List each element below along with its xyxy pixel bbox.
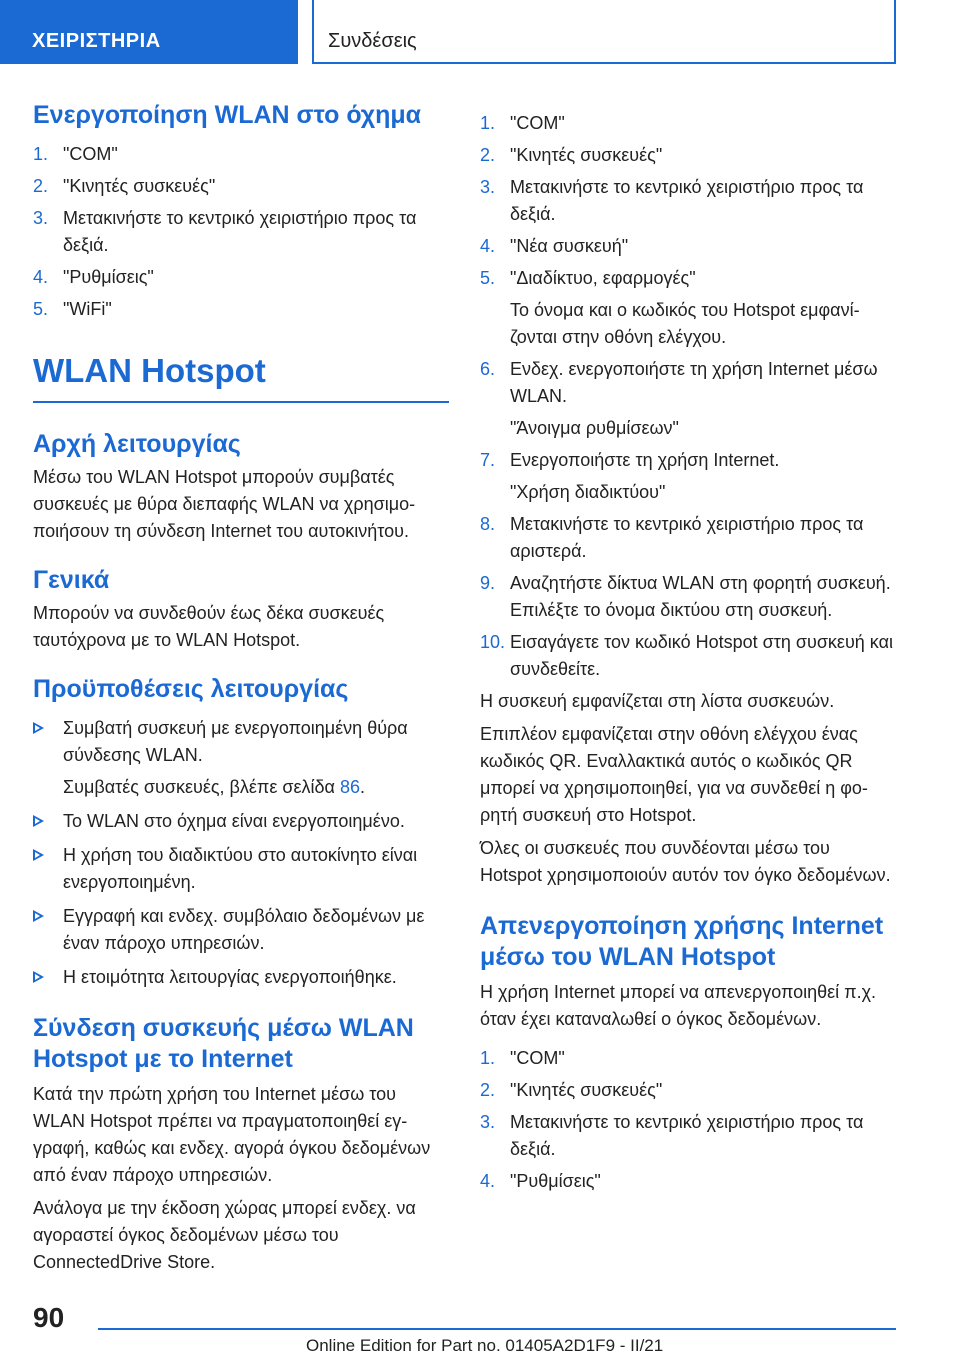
prerequisites-list [33,715,449,991]
step-number: 4. [33,267,49,287]
step-number: 3. [33,208,49,228]
chapter-tab [0,0,298,64]
step-text: Μετακινήστε το κεντρικό χειριστήριο προς τα δεξιά. [510,177,864,224]
principle-text: Μέσω του WLAN Hotspot μπορούν συμβατές συσκευές με θύρα διεπαφής WLAN να χρησιμοποιήσουν τη σύνδεση Internet του αυτοκινήτου. [33,467,416,541]
step-note: "Χρήση διαδικτύου" [510,482,666,502]
step-number: 3. [480,177,496,197]
step-item [33,264,449,291]
step-text: "Ρυθμίσεις" [510,1171,601,1191]
step-number: 10. [480,632,506,652]
step-number: 1. [480,1048,496,1068]
step-text: "Διαδίκτυο, εφαρμογές" [510,268,696,288]
step-item [480,1077,896,1104]
step-number: 5. [33,299,49,319]
connect-paragraph-1: Κατά την πρώτη χρήση του Internet μέσω του WLAN Hotspot πρέπει να πραγματοποιηθεί εγγραφή, καθώς και ενδεχ. αγορά όγκου δεδομένων από έναν πάροχο υπηρεσιών. [33,1084,431,1185]
prerequisites-heading: Προϋποθέσεις λειτουργίας [33,675,349,703]
step-text: "Ρυθμίσεις" [63,267,154,287]
section-divider [33,401,449,403]
step-text: "COM" [510,1048,565,1068]
deactivate-text: Η χρήση Internet μπορεί να απενεργοποιηθεί π.χ. όταν έχει καταναλωθεί ο όγκος δεδομένων. [480,982,877,1029]
prerequisite-text: Εγγραφή και ενδεχ. συμβόλαιο δεδομένων με έναν πάροχο υπηρεσιών. [63,906,425,953]
step-number: 4. [480,1171,496,1191]
activate-wlan-heading: Ενεργοποίηση WLAN στο όχημα [33,101,422,129]
step-text: Ενεργοποιήστε τη χρήση Internet. [510,450,780,470]
step-item [480,447,896,506]
step-text: "COM" [510,113,565,133]
step-note: "Άνοιγμα ρυθμίσεων" [510,418,679,438]
section-title: Συνδέσεις [328,30,417,52]
step-item [33,173,449,200]
connect-paragraph-2: Ανάλογα με την έκδοση χώρας μπορεί ενδεχ. να αγοραστεί όγκος δεδομένων μέσω του ConnectedDrive Store. [33,1198,416,1272]
prerequisite-text: Η ετοιμότητα λειτουργίας ενεργοποιήθηκε. [63,967,397,987]
step-text: Εισαγάγετε τον κωδικό Hotspot στη συσκευή και συνδεθείτε. [510,632,893,679]
step-number: 4. [480,236,496,256]
general-text: Μπορούν να συνδεθούν έως δέκα συσκευές ταυτόχρονα με το WLAN Hotspot. [33,603,385,650]
note-end: . [359,777,365,797]
section-header [312,0,896,64]
step-text: Μετακινήστε το κεντρικό χειριστήριο προς τα αριστερά. [510,514,864,561]
prerequisite-item [33,903,449,957]
prerequisite-item [33,715,449,801]
deactivate-heading: Απενεργοποίηση χρήσης Internet μέσω του WLAN Hotspot [480,912,884,971]
step-item [480,511,896,565]
prerequisite-text: Η χρήση του διαδικτύου στο αυτοκίνητο είναι ενεργοποιημένη. [63,845,418,892]
step-text: Μετακινήστε το κεντρικό χειριστήριο προς τα δεξιά. [510,1112,864,1159]
prerequisite-item [33,964,449,991]
deactivate-steps [480,1045,896,1195]
step-number: 2. [480,1080,496,1100]
principle-heading: Αρχή λειτουργίας [33,430,241,458]
step-item [480,629,896,683]
activate-wlan-steps [33,141,449,323]
step-number: 7. [480,450,496,470]
footer-divider [98,1328,896,1330]
step-number: 6. [480,359,496,379]
step-item [480,233,896,260]
step-item [480,265,896,351]
step-item [480,356,896,442]
step-text: "Νέα συσκευή" [510,236,629,256]
step-number: 5. [480,268,496,288]
left-column [33,100,449,1276]
triangle-bullet-icon [33,971,44,983]
step-item [480,110,896,137]
step-item [33,296,449,323]
general-heading: Γενικά [33,566,110,594]
triangle-bullet-icon [33,722,44,734]
step-text: Μετακινήστε το κεντρικό χειριστήριο προς τα δεξιά. [63,208,417,255]
step-text: "WiFi" [63,299,112,319]
step-item [33,141,449,168]
step-number: 1. [33,144,49,164]
right-column [480,100,896,1200]
step-number: 9. [480,573,496,593]
triangle-bullet-icon [33,910,44,922]
step-text: Ενδεχ. ενεργοποιήστε τη χρήση Internet μέσω WLAN. [510,359,878,406]
hotspot-title: WLAN Hotspot [33,352,266,389]
page-reference-link[interactable]: 86 [339,777,360,797]
triangle-bullet-icon [33,849,44,861]
prerequisite-item [33,842,449,896]
page-number: 90 [33,1302,65,1333]
step-item [480,142,896,169]
edition-text: Online Edition for Part no. 01405A2D1F9 - II/21 [306,1336,664,1355]
step-item [33,205,449,259]
triangle-bullet-icon [33,815,44,827]
prerequisite-text: Το WLAN στο όχημα είναι ενεργοποιημένο. [63,811,405,831]
data-volume-text: Όλες οι συσκευές που συνδέονται μέσω του Hotspot χρησιμοποιούν αυτόν τον όγκο δεδομένων. [480,838,891,885]
step-item [480,1168,896,1195]
step-item [480,570,896,624]
step-item [480,174,896,228]
chapter-title: ΧΕΙΡΙΣΤΗΡΙΑ [32,30,161,52]
step-text: "Κινητές συσκευές" [510,1080,663,1100]
step-number: 2. [33,176,49,196]
step-item [480,1109,896,1163]
step-item [480,1045,896,1072]
step-text: "COM" [63,144,118,164]
step-number: 1. [480,113,496,133]
qr-code-text: Επιπλέον εμφανίζεται στην οθόνη ελέγχου ένας κωδικός QR. Εναλλακτικά αυτός ο κωδικός QR μπορεί να χρησιμοποιηθεί, για να συνδεθεί η φορητή συσκευή στο Hotspot. [480,724,868,825]
prerequisite-item [33,808,449,835]
connect-heading: Σύνδεση συσκευής μέσω WLAN Hotspot με το Internet [33,1014,414,1073]
note-text: Συμβατές συσκευές, βλέπε σελίδα [63,777,340,797]
prerequisite-text: Συμβατή συσκευή με ενεργοποιημένη θύρα σύνδεσης WLAN. [63,718,408,765]
step-text: "Κινητές συσκευές" [63,176,216,196]
step-number: 2. [480,145,496,165]
device-list-text: Η συσκευή εμφανίζεται στη λίστα συσκευών. [480,691,835,711]
step-text: "Κινητές συσκευές" [510,145,663,165]
step-note: Το όνομα και ο κωδικός του Hotspot εμφανίζονται στην οθόνη ελέγχου. [510,300,860,347]
prerequisite-note [63,774,449,801]
step-number: 8. [480,514,496,534]
step-number: 3. [480,1112,496,1132]
step-text: Αναζητήστε δίκτυα WLAN στη φορητή συσκευή. Επιλέξτε το όνομα δικτύου στη συσκευή. [510,573,891,620]
connect-steps [480,110,896,683]
